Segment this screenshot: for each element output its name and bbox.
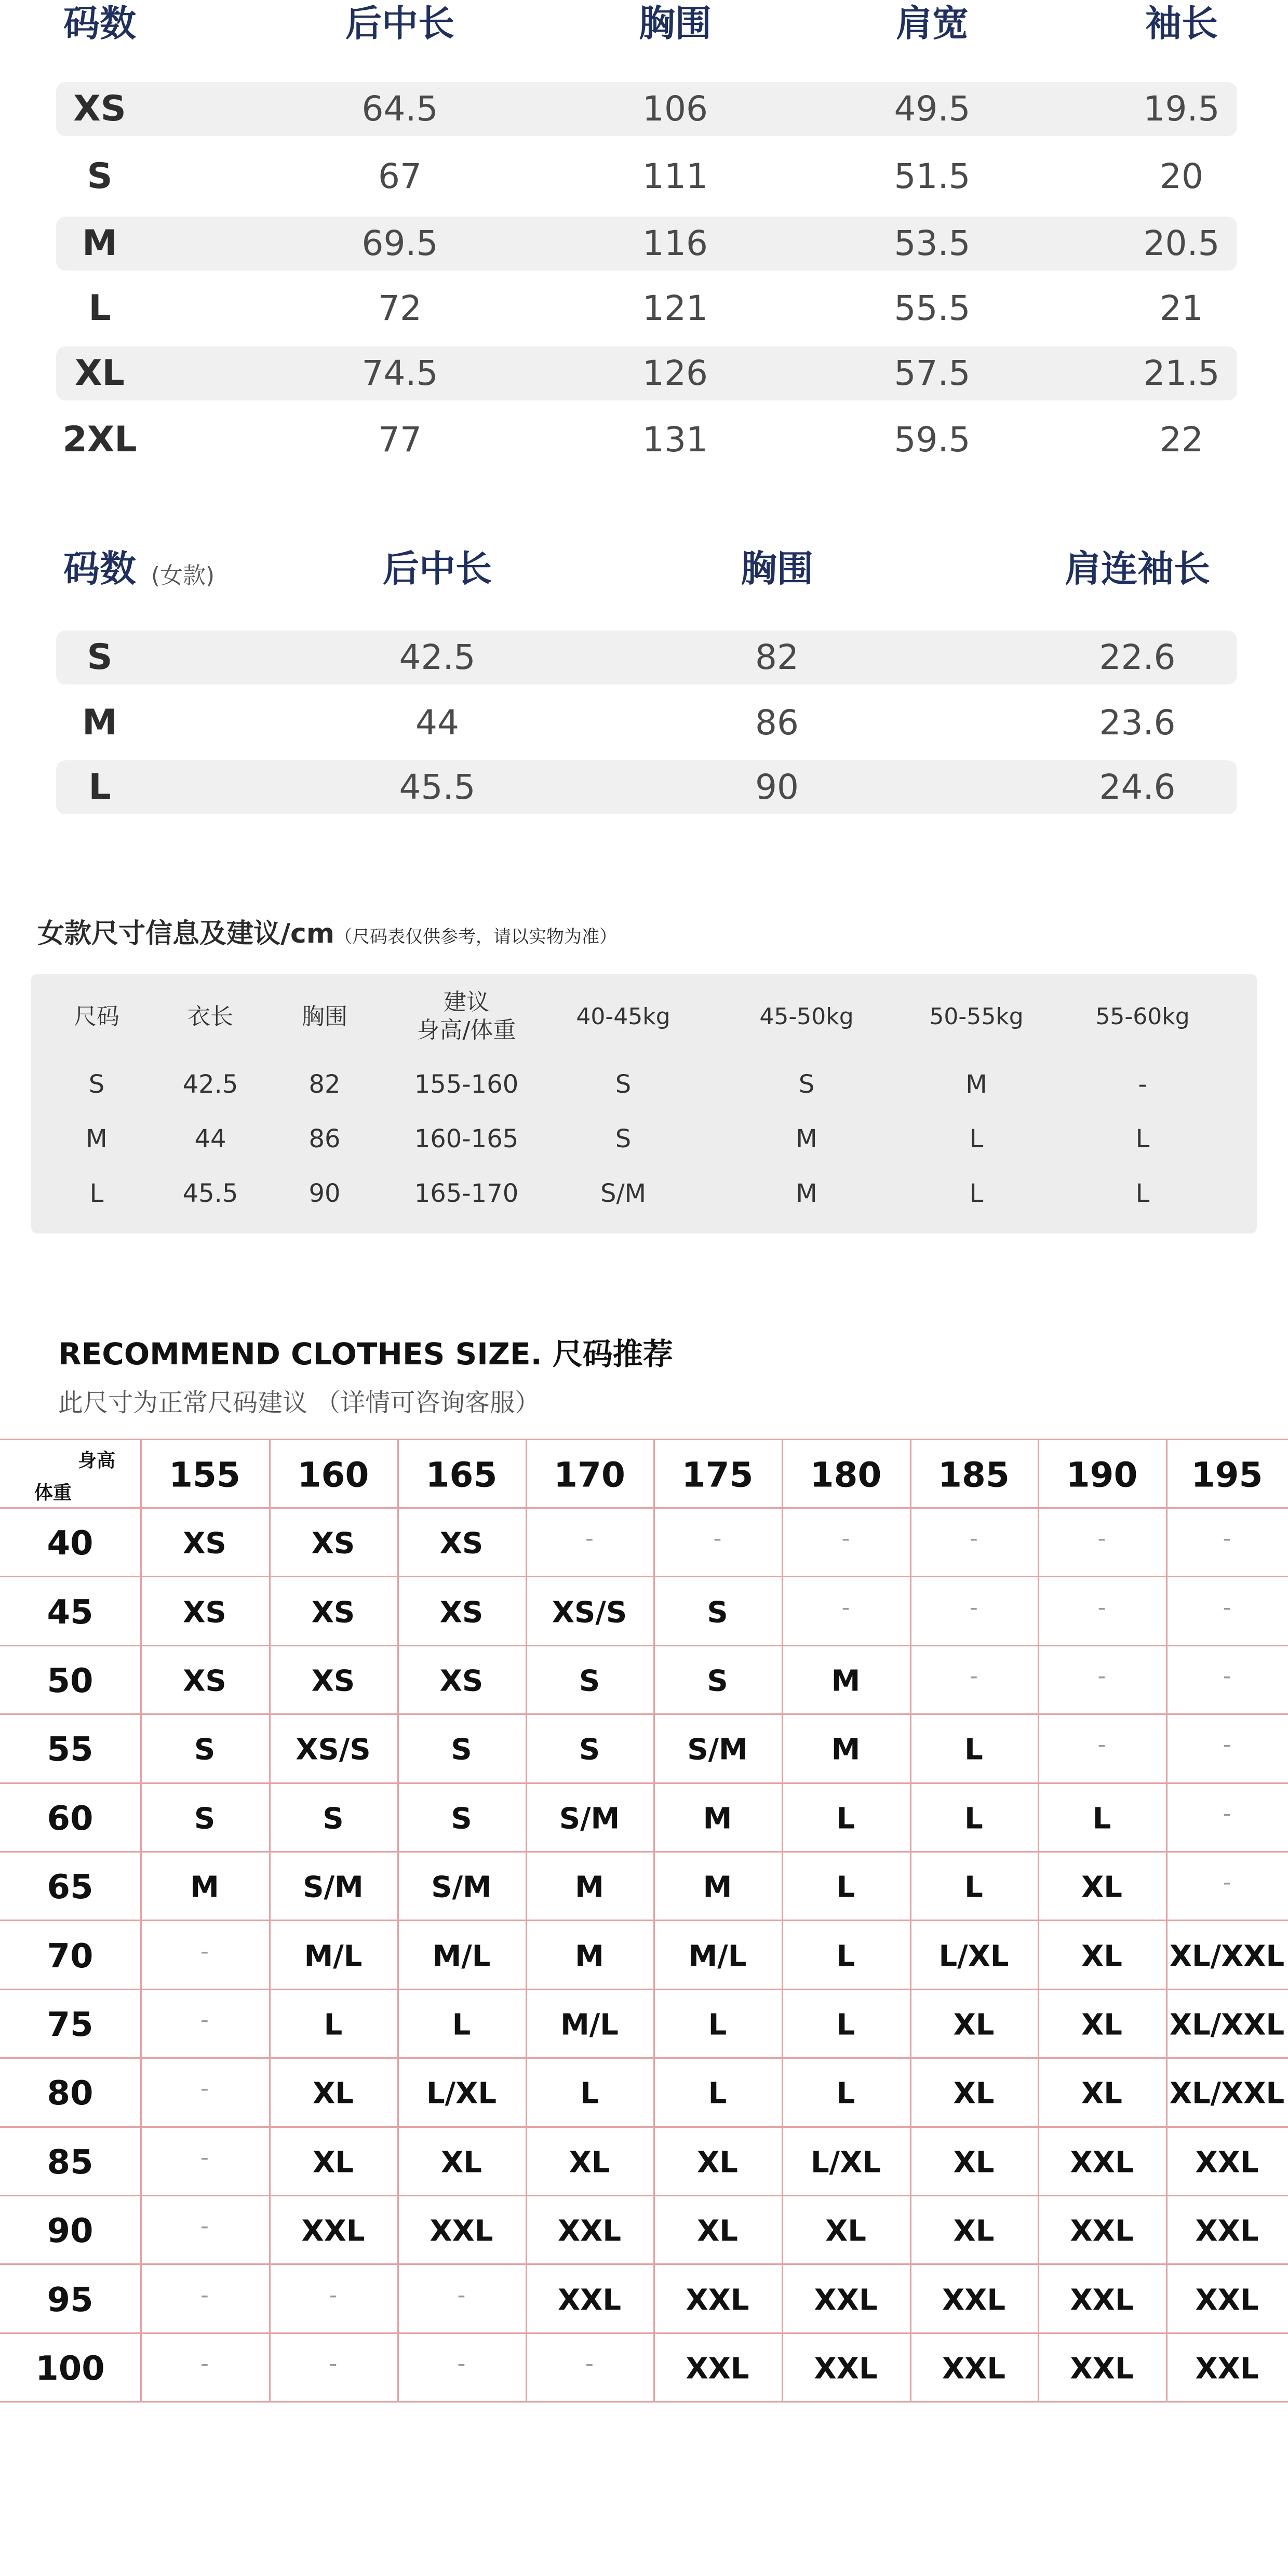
size-cell: M xyxy=(703,1802,732,1836)
womens-info-cell: S/M xyxy=(600,1179,647,1208)
size-cell: L xyxy=(708,2008,727,2042)
table-cell: 57.5 xyxy=(894,353,971,393)
grid-line xyxy=(0,2195,1288,2196)
table-cell: 121 xyxy=(642,288,708,328)
size-cell: XXL xyxy=(1070,2214,1134,2248)
womens-info-header-cell: 50-55kg xyxy=(929,1003,1024,1030)
size-cell: L xyxy=(452,2008,471,2042)
womens-info-header-cell: 40-45kg xyxy=(576,1003,670,1030)
header-back-length: 后中长 xyxy=(383,547,492,590)
size-cell: - xyxy=(841,1525,850,1552)
size-cell: - xyxy=(200,1938,209,1965)
table-cell: 51.5 xyxy=(894,156,971,196)
size-cell: S xyxy=(707,1664,728,1698)
grid-line xyxy=(140,1439,142,2401)
grid-line xyxy=(526,1439,527,2401)
grid-line xyxy=(782,1439,783,2401)
header-shoulder: 肩宽 xyxy=(896,2,969,45)
weight-header: 90 xyxy=(47,2212,93,2251)
size-cell: L xyxy=(1092,1802,1111,1836)
table-cell: 111 xyxy=(642,156,708,196)
womens-info-cell: L xyxy=(89,1179,104,1208)
womens-info-cell: 45.5 xyxy=(182,1179,238,1208)
size-cell: XS/S xyxy=(552,1595,627,1630)
womens-info-cell: 86 xyxy=(308,1124,341,1153)
size-cell: - xyxy=(585,1525,594,1552)
size-cell: XS xyxy=(439,1664,484,1698)
womens-info-cell: S xyxy=(88,1070,105,1099)
grid-line xyxy=(0,2401,1288,2403)
size-cell: S/M xyxy=(559,1802,620,1836)
height-header: 175 xyxy=(681,1455,754,1495)
size-label: 2XL xyxy=(62,419,137,460)
size-cell: - xyxy=(1223,1731,1231,1758)
grid-line xyxy=(0,1920,1288,1921)
size-cell: S xyxy=(194,1802,216,1836)
size-cell: L xyxy=(836,1802,855,1836)
grid-line xyxy=(0,1782,1288,1784)
size-cell: - xyxy=(970,1525,978,1552)
womens-info-header-cell: 衣长 xyxy=(187,1003,233,1030)
height-header: 195 xyxy=(1191,1455,1263,1495)
size-cell: - xyxy=(1223,1800,1231,1827)
size-cell: XS xyxy=(183,1526,226,1561)
size-cell: XXL xyxy=(557,2214,622,2248)
size-cell: XL/XXL xyxy=(1169,2076,1285,2111)
table-cell: 90 xyxy=(755,767,799,807)
size-cell: M/L xyxy=(304,1939,363,1974)
size-cell: L xyxy=(708,2076,727,2111)
size-cell: XXL xyxy=(814,2352,878,2386)
header-line: 建议 xyxy=(443,989,489,1015)
size-cell: XL xyxy=(313,2076,354,2111)
height-header: 155 xyxy=(169,1455,240,1495)
grid-line xyxy=(0,1439,1288,1440)
size-cell: M xyxy=(575,1939,604,1974)
size-cell: L xyxy=(836,1939,855,1974)
height-header: 170 xyxy=(554,1455,625,1495)
size-cell: L xyxy=(836,1870,855,1904)
size-cell: XXL xyxy=(430,2214,493,2248)
size-cell: S xyxy=(579,1664,600,1698)
table-cell: 59.5 xyxy=(894,420,971,460)
womens-info-header-cell xyxy=(417,988,516,1044)
size-cell: M/L xyxy=(688,1939,747,1974)
grid-line xyxy=(0,2332,1288,2334)
size-cell: L/XL xyxy=(938,1939,1009,1974)
grid-line xyxy=(397,1439,399,2401)
grid-line xyxy=(269,1439,271,2401)
size-cell: - xyxy=(200,2282,209,2309)
table-cell: 55.5 xyxy=(894,288,971,328)
size-label: S xyxy=(87,637,113,678)
womens-info-cell: L xyxy=(969,1179,984,1208)
table-cell: 23.6 xyxy=(1099,703,1176,743)
header-size: 码数 xyxy=(63,2,136,45)
row-band xyxy=(56,630,1237,685)
womens-info-header-cell: 胸围 xyxy=(302,1003,347,1030)
table-cell: 74.5 xyxy=(361,353,438,393)
size-cell: XS xyxy=(183,1595,226,1630)
size-cell: XL xyxy=(953,2145,995,2180)
table-cell: 21 xyxy=(1160,288,1203,328)
recommend-subtitle: 此尺寸为正常尺码建议 （详情可咨询客服） xyxy=(58,1388,540,1417)
size-cell: XXL xyxy=(814,2283,878,2317)
table-cell: 20.5 xyxy=(1143,223,1220,263)
weight-header: 50 xyxy=(47,1662,93,1700)
size-cell: L/XL xyxy=(426,2076,497,2111)
womens-info-cell: L xyxy=(1135,1179,1150,1208)
size-cell: XXL xyxy=(942,2352,1006,2386)
womens-info-cell: 160-165 xyxy=(414,1124,519,1153)
womens-info-header-cell: 尺码 xyxy=(74,1003,119,1030)
size-cell: XL xyxy=(953,2008,995,2042)
size-cell: M xyxy=(831,1664,861,1698)
size-label: M xyxy=(82,702,117,743)
grid-line xyxy=(1166,1439,1168,2401)
size-cell: XXL xyxy=(1070,2352,1134,2386)
height-header: 180 xyxy=(810,1455,882,1495)
size-cell: - xyxy=(1223,1869,1231,1896)
size-cell: XXL xyxy=(1070,2145,1134,2180)
size-cell: XL/XXL xyxy=(1169,2008,1285,2042)
size-cell: XXL xyxy=(1195,2352,1259,2386)
grid-line xyxy=(0,1645,1288,1646)
size-cell: - xyxy=(713,1525,722,1552)
size-cell: XL xyxy=(825,2214,866,2248)
weight-header: 65 xyxy=(47,1868,93,1907)
size-cell: XL xyxy=(1081,2008,1122,2042)
table-cell: 22.6 xyxy=(1099,637,1176,677)
table-cell: 20 xyxy=(1160,156,1203,196)
womens-info-cell: S xyxy=(798,1070,815,1099)
size-cell: S xyxy=(451,1802,472,1836)
table-cell: 126 xyxy=(642,353,708,393)
weight-header: 40 xyxy=(47,1524,93,1563)
size-cell: XL xyxy=(1081,1939,1122,1974)
size-cell: M/L xyxy=(560,2008,619,2042)
size-cell: S xyxy=(579,1733,600,1767)
womens-info-cell: S xyxy=(615,1124,632,1153)
height-header: 190 xyxy=(1066,1455,1138,1495)
size-cell: M xyxy=(190,1870,219,1904)
corner-weight-label: 体重 xyxy=(34,1482,72,1504)
corner-height-label: 身高 xyxy=(78,1450,116,1471)
table-cell: 86 xyxy=(755,703,799,743)
size-cell: - xyxy=(457,2282,466,2309)
table-cell: 72 xyxy=(378,288,422,328)
size-cell: XXL xyxy=(1070,2283,1134,2317)
size-cell: L xyxy=(964,1733,983,1767)
size-cell: - xyxy=(585,2350,594,2377)
weight-header: 75 xyxy=(47,2006,93,2044)
womens-info-cell: S xyxy=(615,1070,632,1099)
womens-info-title xyxy=(37,911,617,950)
grid-line xyxy=(653,1439,655,2401)
size-cell: XXL xyxy=(942,2283,1006,2317)
size-cell: - xyxy=(329,2350,338,2377)
header-chest: 胸围 xyxy=(639,2,712,45)
size-cell: XS xyxy=(439,1595,484,1630)
size-cell: L xyxy=(836,2008,855,2042)
womens-info-cell: M xyxy=(796,1179,817,1208)
size-cell: XXL xyxy=(557,2283,622,2317)
size-cell: M xyxy=(575,1870,604,1904)
size-cell: S/M xyxy=(303,1870,364,1904)
weight-header: 45 xyxy=(47,1593,93,1632)
size-cell: S xyxy=(323,1802,344,1836)
size-cell: - xyxy=(1097,1594,1106,1621)
row-band xyxy=(56,760,1237,814)
size-cell: L xyxy=(580,2076,599,2111)
grid-line xyxy=(0,1713,1288,1715)
size-cell: XXL xyxy=(1195,2145,1259,2180)
size-cell: - xyxy=(200,2006,209,2033)
size-cell: M xyxy=(703,1870,732,1904)
womens-info-title-text: 女款尺寸信息及建议/cm xyxy=(37,918,335,949)
womens-info-cell: L xyxy=(1135,1124,1150,1153)
grid-line xyxy=(0,1989,1288,1990)
weight-header: 95 xyxy=(47,2280,93,2319)
size-cell: M/L xyxy=(432,1939,491,1974)
size-cell: XXL xyxy=(1195,2214,1259,2248)
size-cell: XS xyxy=(183,1664,226,1698)
size-cell: XL xyxy=(697,2214,738,2248)
size-cell: XL xyxy=(1081,1870,1122,1904)
grid-line xyxy=(910,1439,911,2401)
table-cell: 22 xyxy=(1160,420,1203,460)
table-cell: 116 xyxy=(642,223,708,263)
womens-info-cell: 82 xyxy=(308,1070,341,1099)
size-cell: - xyxy=(841,1594,850,1621)
table-cell: 24.6 xyxy=(1099,767,1176,807)
height-header: 185 xyxy=(938,1455,1010,1495)
size-cell: XL xyxy=(313,2145,354,2180)
size-cell: XXL xyxy=(686,2352,749,2386)
size-cell: S xyxy=(194,1733,216,1767)
womens-info-cell: M xyxy=(965,1070,987,1099)
size-cell: L xyxy=(964,1870,983,1904)
size-cell: - xyxy=(970,1594,978,1621)
size-cell: XL xyxy=(1081,2076,1122,2111)
weight-header: 60 xyxy=(47,1799,93,1838)
table-cell: 19.5 xyxy=(1143,89,1220,129)
header-line: 身高/体重 xyxy=(417,1017,516,1043)
weight-header: 85 xyxy=(47,2143,93,2182)
size-cell: - xyxy=(1097,1731,1106,1758)
table-cell: 44 xyxy=(415,703,459,743)
size-label: L xyxy=(88,288,111,329)
womens-info-cell: M xyxy=(796,1124,817,1153)
size-cell: - xyxy=(1223,1662,1231,1689)
womens-info-cell: 155-160 xyxy=(414,1070,519,1099)
table-cell: 106 xyxy=(642,89,708,129)
size-cell: XS xyxy=(439,1526,484,1561)
size-cell: S/M xyxy=(431,1870,492,1904)
table-cell: 64.5 xyxy=(361,89,438,129)
header-shoulder-sleeve: 肩连袖长 xyxy=(1065,547,1210,590)
height-header: 165 xyxy=(425,1455,498,1495)
grid-line xyxy=(0,2263,1288,2265)
size-cell: L/XL xyxy=(811,2145,881,2180)
size-cell: XXL xyxy=(301,2214,365,2248)
size-cell: S xyxy=(451,1733,472,1767)
grid-line xyxy=(1038,1439,1039,2401)
table-cell: 49.5 xyxy=(894,89,971,129)
grid-line xyxy=(0,1851,1288,1853)
table-cell: 82 xyxy=(755,637,799,677)
table-cell: 21.5 xyxy=(1143,353,1220,393)
size-cell: XS xyxy=(311,1526,355,1561)
grid-line xyxy=(0,1576,1288,1577)
womens-info-cell: M xyxy=(86,1124,108,1153)
size-cell: - xyxy=(329,2282,338,2309)
weight-header: 70 xyxy=(47,1937,93,1976)
size-label: L xyxy=(88,767,111,808)
size-cell: XL xyxy=(697,2145,738,2180)
table-cell: 77 xyxy=(378,420,422,460)
womens-info-cell: 90 xyxy=(308,1179,341,1208)
size-cell: L xyxy=(836,2076,855,2111)
size-cell: XS/S xyxy=(296,1733,371,1767)
weight-header: 100 xyxy=(35,2350,105,2388)
size-cell: L xyxy=(324,2008,343,2042)
recommend-title: RECOMMEND CLOTHES SIZE. 尺码推荐 xyxy=(58,1336,673,1372)
size-cell: - xyxy=(457,2350,466,2377)
womens-info-cell: L xyxy=(969,1124,984,1153)
size-cell: L xyxy=(964,1802,983,1836)
size-cell: - xyxy=(200,2350,209,2377)
womens-info-header-cell: 55-60kg xyxy=(1095,1003,1190,1030)
size-cell: XL xyxy=(441,2145,482,2180)
size-cell: S xyxy=(707,1595,728,1630)
size-cell: - xyxy=(1097,1525,1106,1552)
size-cell: - xyxy=(1223,1525,1231,1552)
size-cell: XXL xyxy=(1195,2283,1259,2317)
size-label: XS xyxy=(73,88,126,129)
size-label: XL xyxy=(75,353,125,394)
size-cell: XL xyxy=(953,2076,995,2111)
header-size: 码数 xyxy=(63,547,136,590)
size-cell: - xyxy=(970,1662,978,1689)
weight-header: 55 xyxy=(47,1730,93,1769)
table-cell: 53.5 xyxy=(894,223,971,263)
size-cell: XL xyxy=(569,2145,610,2180)
grid-line xyxy=(0,1507,1288,1509)
womens-info-note: （尺码表仅供参考，请以实物为准） xyxy=(334,927,618,947)
size-cell: - xyxy=(1097,1662,1106,1689)
size-cell: XXL xyxy=(686,2283,749,2317)
size-cell: - xyxy=(200,2075,209,2102)
size-cell: S/M xyxy=(687,1733,748,1767)
table-cell: 45.5 xyxy=(399,767,476,807)
size-cell: - xyxy=(1223,1594,1231,1621)
size-cell: XL/XXL xyxy=(1169,1939,1285,1974)
header-chest: 胸围 xyxy=(741,547,813,590)
size-cell: M xyxy=(831,1733,861,1767)
header-note: (女款) xyxy=(151,562,215,589)
size-cell: XL xyxy=(953,2214,995,2248)
recommend-table xyxy=(0,1439,1288,2401)
size-cell: XS xyxy=(311,1664,355,1698)
womens-info-cell: 44 xyxy=(194,1124,226,1153)
size-label: S xyxy=(87,156,113,197)
table-cell: 42.5 xyxy=(399,637,476,677)
size-label: M xyxy=(82,223,117,264)
grid-line xyxy=(0,2057,1288,2059)
height-header: 160 xyxy=(297,1455,369,1495)
size-cell: XS xyxy=(311,1595,355,1630)
table-cell: 131 xyxy=(642,420,708,460)
header-sleeve: 袖长 xyxy=(1145,2,1218,45)
size-cell: - xyxy=(200,2144,209,2171)
table-cell: 67 xyxy=(378,156,422,196)
womens-info-cell: - xyxy=(1138,1070,1147,1099)
womens-info-cell: 42.5 xyxy=(182,1070,238,1099)
table-cell: 69.5 xyxy=(361,223,438,263)
womens-info-cell: 165-170 xyxy=(414,1179,519,1208)
header-back-length: 后中长 xyxy=(345,2,454,45)
weight-header: 80 xyxy=(47,2074,93,2113)
grid-line xyxy=(0,2126,1288,2128)
size-cell: - xyxy=(200,2212,209,2239)
womens-info-header-cell: 45-50kg xyxy=(759,1003,854,1030)
